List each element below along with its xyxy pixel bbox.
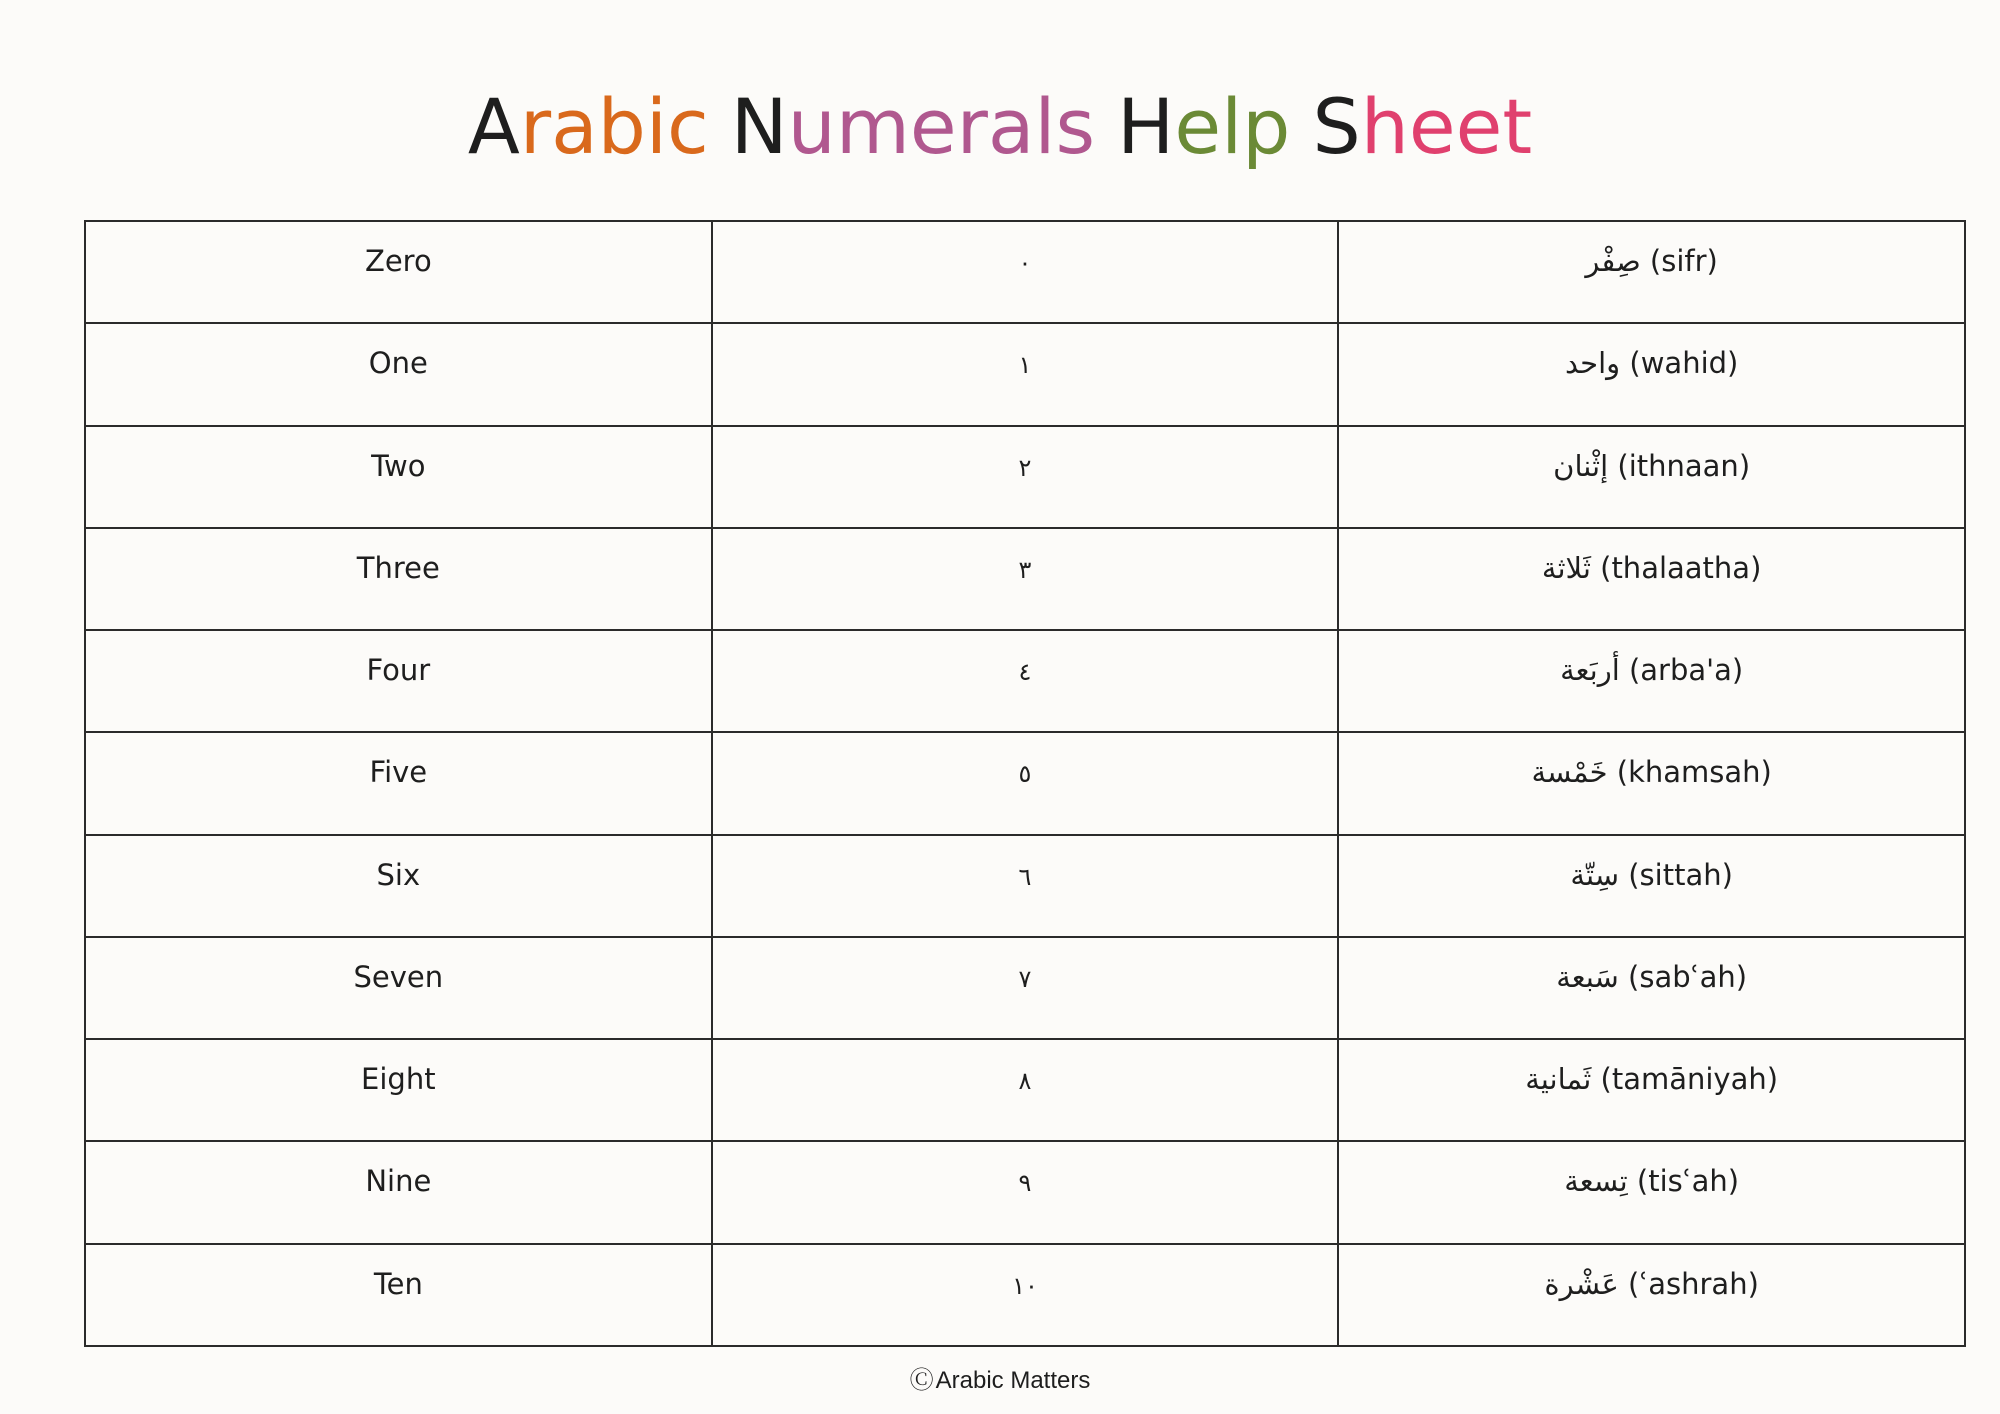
arabic-word-cell: إثْنان (ithnaan) xyxy=(1338,426,1965,528)
arabic-numeral-cell: ١ xyxy=(712,323,1339,425)
title-word-rest: rabic xyxy=(519,81,709,171)
numerals-table-container xyxy=(84,220,1966,1347)
numerals-table xyxy=(84,220,1966,1347)
english-word-cell: Three xyxy=(85,528,712,630)
table-row xyxy=(85,630,1965,732)
english-word-cell: Zero xyxy=(85,221,712,323)
arabic-word-cell: سَبعة (sabʿah) xyxy=(1338,937,1965,1039)
title-word xyxy=(468,82,709,171)
title-word xyxy=(1117,82,1290,171)
arabic-word-cell: عَشْرة (ʿashrah) xyxy=(1338,1244,1965,1346)
table-row xyxy=(85,1039,1965,1141)
arabic-word-cell: ثَلاثة (thalaatha) xyxy=(1338,528,1965,630)
arabic-word-cell: واحد (wahid) xyxy=(1338,323,1965,425)
table-row xyxy=(85,426,1965,528)
arabic-numeral-cell: ٥ xyxy=(712,732,1339,834)
arabic-word-cell: سِتّة (sittah) xyxy=(1338,835,1965,937)
table-row xyxy=(85,1244,1965,1346)
arabic-word-cell: صِفْر (sifr) xyxy=(1338,221,1965,323)
arabic-word-cell: ثَمانية (tamāniyah) xyxy=(1338,1039,1965,1141)
table-row xyxy=(85,937,1965,1039)
english-word-cell: Two xyxy=(85,426,712,528)
english-word-cell: Five xyxy=(85,732,712,834)
arabic-numeral-cell: ٤ xyxy=(712,630,1339,732)
arabic-numeral-cell: ٢ xyxy=(712,426,1339,528)
arabic-numeral-cell: ٩ xyxy=(712,1141,1339,1243)
english-word-cell: Six xyxy=(85,835,712,937)
title-word-rest: heet xyxy=(1360,81,1533,171)
table-row xyxy=(85,221,1965,323)
table-row xyxy=(85,528,1965,630)
copyright-icon: Ⓒ xyxy=(909,1367,934,1394)
title-word-rest: umerals xyxy=(787,81,1096,171)
title-word-initial: A xyxy=(467,81,520,171)
arabic-numeral-cell: ٧ xyxy=(712,937,1339,1039)
arabic-numeral-cell: ٠ xyxy=(712,221,1339,323)
title-word xyxy=(1312,82,1532,171)
page-title xyxy=(0,76,2000,176)
arabic-numeral-cell: ٦ xyxy=(712,835,1339,937)
title-word-rest: elp xyxy=(1174,81,1291,171)
title-word xyxy=(731,82,1095,171)
arabic-word-cell: تِسعة (tisʿah) xyxy=(1338,1141,1965,1243)
english-word-cell: One xyxy=(85,323,712,425)
title-word-initial: H xyxy=(1117,81,1175,171)
numerals-table-body xyxy=(85,221,1965,1346)
english-word-cell: Eight xyxy=(85,1039,712,1141)
arabic-word-cell: أربَعة (arba'a) xyxy=(1338,630,1965,732)
arabic-numeral-cell: ٣ xyxy=(712,528,1339,630)
arabic-numeral-cell: ١٠ xyxy=(712,1244,1339,1346)
english-word-cell: Ten xyxy=(85,1244,712,1346)
english-word-cell: Nine xyxy=(85,1141,712,1243)
table-row xyxy=(85,732,1965,834)
arabic-numeral-cell: ٨ xyxy=(712,1039,1339,1141)
title-word-initial: N xyxy=(730,81,788,171)
table-row xyxy=(85,835,1965,937)
title-word-initial: S xyxy=(1312,81,1361,171)
arabic-word-cell: خَمْسة (khamsah) xyxy=(1338,732,1965,834)
footer-text: Arabic Matters xyxy=(935,1367,1091,1394)
english-word-cell: Four xyxy=(85,630,712,732)
table-row xyxy=(85,323,1965,425)
table-row xyxy=(85,1141,1965,1243)
footer xyxy=(0,1360,2000,1395)
english-word-cell: Seven xyxy=(85,937,712,1039)
